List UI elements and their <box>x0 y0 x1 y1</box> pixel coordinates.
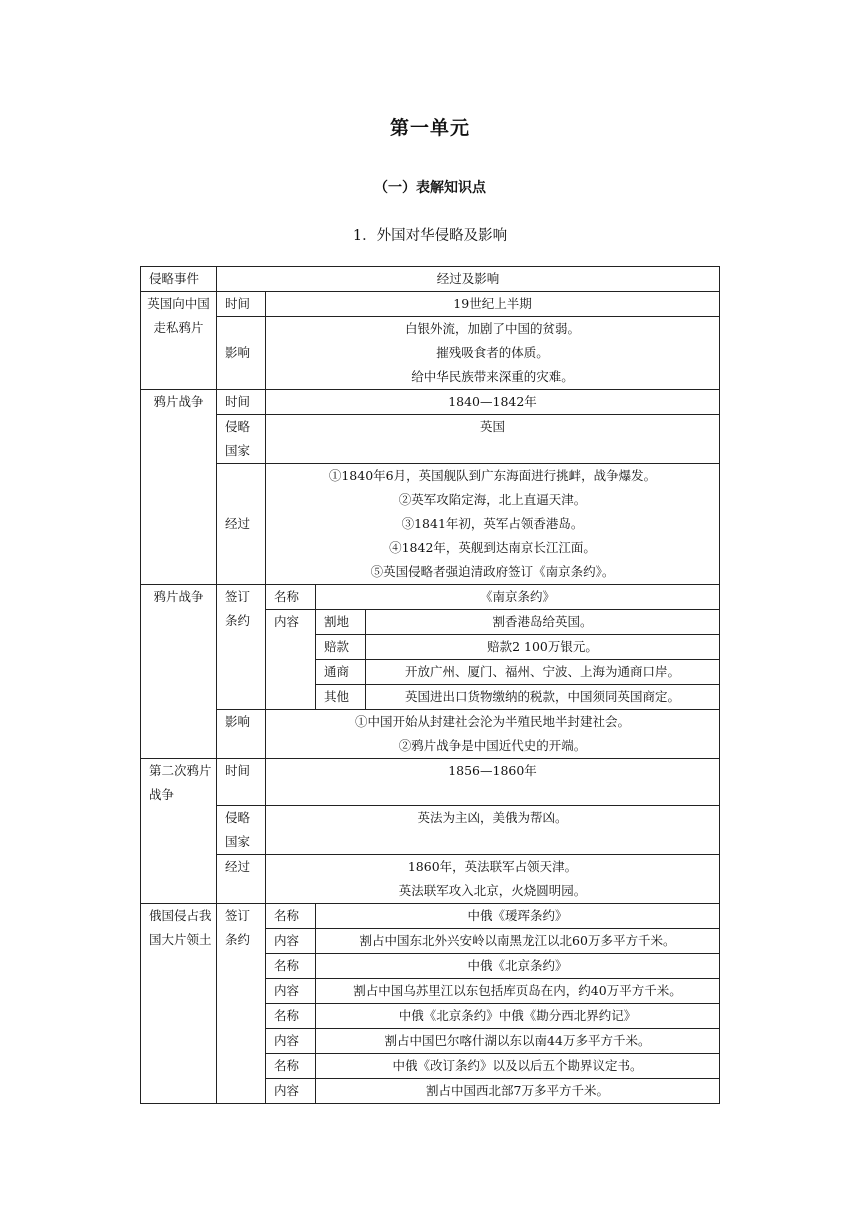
row-value: 1840—1842年 <box>266 390 720 415</box>
row-label: 签订条约 <box>217 904 266 1104</box>
row-label: 影响 <box>217 317 266 390</box>
row-value: 开放广州、厦门、福州、宁波、上海为通商口岸。 <box>366 660 720 685</box>
row-value: 英国进出口货物缴纳的税款，中国须同英国商定。 <box>366 685 720 710</box>
row-value: 割占中国乌苏里江以东包括库页岛在内，约40万平方千米。 <box>316 979 720 1004</box>
row-label: 名称 <box>266 1054 316 1079</box>
text-line: ③1841年初，英军占领香港岛。 <box>401 516 584 531</box>
row-label: 名称 <box>266 585 316 610</box>
row-label: 割地 <box>316 610 366 635</box>
row-value: 赔款2 100万银元。 <box>366 635 720 660</box>
row-value: 英国 <box>266 415 720 464</box>
row-label: 时间 <box>217 759 266 806</box>
row-value <box>266 759 720 806</box>
row-label: 影响 <box>217 710 266 759</box>
row-value <box>266 710 720 759</box>
text-line: ①1840年6月，英国舰队到广东海面进行挑衅，战争爆发。 <box>328 468 657 483</box>
table-row <box>141 415 720 464</box>
text-line: 给中华民族带来深重的灾难。 <box>411 369 574 384</box>
row-label: 侵略国家 <box>217 806 266 855</box>
subtitle: （一）表解知识点 <box>374 180 486 196</box>
row-label: 其他 <box>316 685 366 710</box>
row-label: 名称 <box>266 954 316 979</box>
row-label: 签订条约 <box>217 585 266 710</box>
event-cell: 鸦片战争 <box>141 585 217 759</box>
row-value: 中俄《瑷珲条约》 <box>316 904 720 929</box>
section-title: 1．外国对华侵略及影响 <box>352 228 508 244</box>
row-value: 《南京条约》 <box>316 585 720 610</box>
table-header-row <box>141 267 720 292</box>
row-value <box>266 855 720 904</box>
row-value: 割占中国东北外兴安岭以南黑龙江以北60万多平方千米。 <box>316 929 720 954</box>
row-label: 内容 <box>266 1029 316 1054</box>
row-value <box>266 317 720 390</box>
text-line: 1856—1860年 <box>448 763 537 778</box>
row-value: 割占中国西北部7万多平方千米。 <box>316 1079 720 1104</box>
text-line: ④1842年，英舰到达南京长江江面。 <box>389 540 596 555</box>
event-cell: 鸦片战争 <box>141 390 217 585</box>
row-label: 经过 <box>217 855 266 904</box>
row-label: 内容 <box>266 610 316 710</box>
table-row <box>141 904 720 929</box>
table-row <box>141 585 720 610</box>
text-line: 白银外流，加剧了中国的贫弱。 <box>404 321 580 336</box>
knowledge-table <box>140 266 720 1104</box>
row-label: 时间 <box>217 292 266 317</box>
row-label: 名称 <box>266 1004 316 1029</box>
row-label: 内容 <box>266 929 316 954</box>
table-row <box>141 464 720 585</box>
row-value: 英法为主凶，美俄为帮凶。 <box>266 806 720 855</box>
row-value: 中俄《北京条约》中俄《勘分西北界约记》 <box>316 1004 720 1029</box>
row-label: 时间 <box>217 390 266 415</box>
event-cell: 英国向中国走私鸦片 <box>141 292 217 390</box>
row-value: 割香港岛给英国。 <box>366 610 720 635</box>
row-label: 侵略国家 <box>217 415 266 464</box>
row-value: 中俄《改订条约》以及以后五个勘界议定书。 <box>316 1054 720 1079</box>
row-label: 通商 <box>316 660 366 685</box>
header-event: 侵略事件 <box>141 267 217 292</box>
row-label: 内容 <box>266 1079 316 1104</box>
text-line: 英法联军攻入北京，火烧圆明园。 <box>398 883 587 898</box>
header-detail: 经过及影响 <box>217 267 720 292</box>
row-label: 名称 <box>266 904 316 929</box>
event-cell: 第二次鸦片战争 <box>141 759 217 904</box>
row-value: 割占中国巴尔喀什湖以东以南44万多平方千米。 <box>316 1029 720 1054</box>
table-row <box>141 759 720 806</box>
text-line: ①中国开始从封建社会沦为半殖民地半封建社会。 <box>354 714 630 729</box>
table-row <box>141 292 720 317</box>
row-value <box>266 464 720 585</box>
table-row <box>141 390 720 415</box>
text-line: 摧残吸食者的体质。 <box>436 345 549 360</box>
row-label: 内容 <box>266 979 316 1004</box>
text-line: ②英军攻陷定海，北上直逼天津。 <box>398 492 587 507</box>
event-cell: 俄国侵占我国大片领土 <box>141 904 217 1104</box>
row-label: 经过 <box>217 464 266 585</box>
page-title: 第一单元 <box>389 117 470 139</box>
text-line: ②鸦片战争是中国近代史的开端。 <box>398 738 587 753</box>
row-label: 赔款 <box>316 635 366 660</box>
row-value: 19世纪上半期 <box>266 292 720 317</box>
text-line: 1860年，英法联军占领天津。 <box>407 859 578 874</box>
table-row <box>141 710 720 759</box>
table-row <box>141 806 720 855</box>
table-row <box>141 855 720 904</box>
table-row <box>141 317 720 390</box>
row-value: 中俄《北京条约》 <box>316 954 720 979</box>
text-line: ⑤英国侵略者强迫清政府签订《南京条约》。 <box>370 564 615 579</box>
